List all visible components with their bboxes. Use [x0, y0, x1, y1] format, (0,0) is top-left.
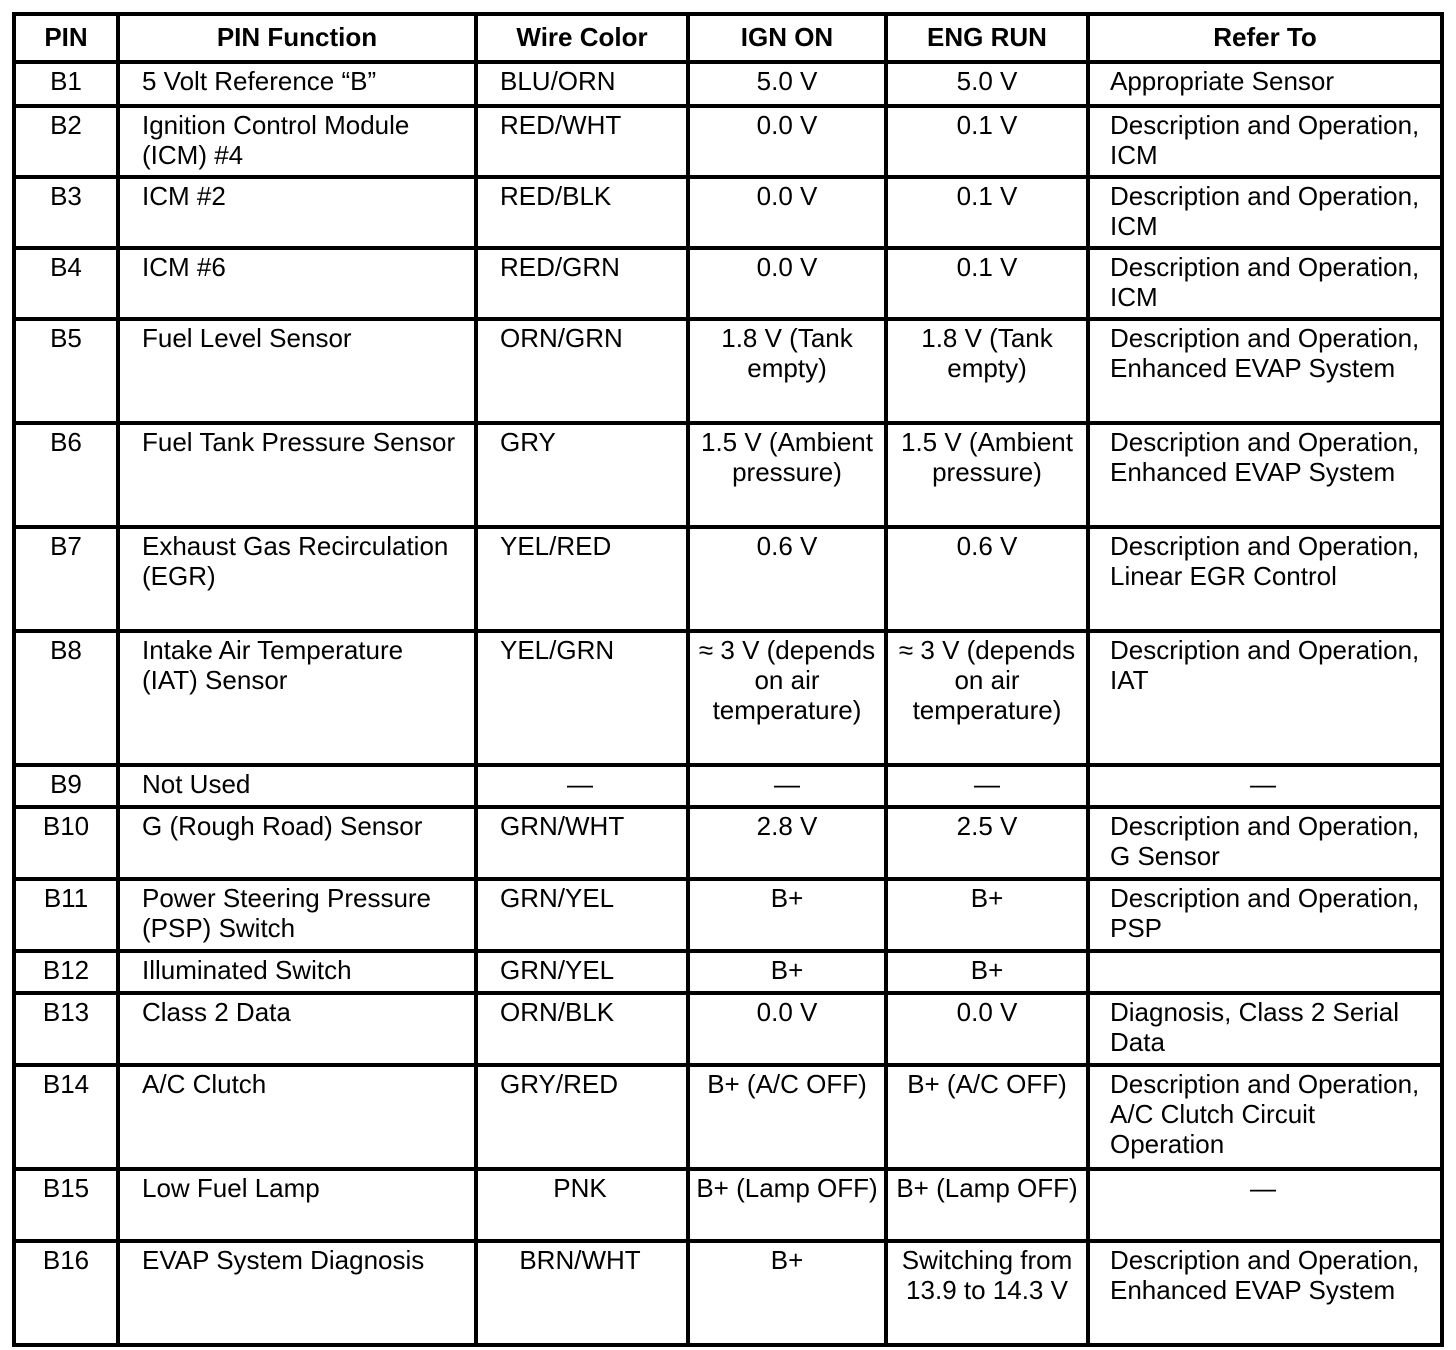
table-row: [14, 1241, 1442, 1345]
ign-on-cell: ≈ 3 V (depends on air temperature): [688, 631, 886, 765]
function-cell: Intake Air Temperature (IAT) Sensor: [118, 631, 476, 765]
ign-on-cell: B+: [688, 951, 886, 993]
pin-cell: B9: [14, 765, 118, 807]
function-cell: A/C Clutch: [118, 1065, 476, 1169]
wire-color-cell: —: [476, 765, 688, 807]
ign-on-cell: B+ (A/C OFF): [688, 1065, 886, 1169]
wire-color-cell: GRN/WHT: [476, 807, 688, 879]
pin-cell: B10: [14, 807, 118, 879]
eng-run-cell: 0.0 V: [886, 993, 1088, 1065]
pin-cell: B13: [14, 993, 118, 1065]
pin-cell: B1: [14, 62, 118, 106]
eng-run-cell: 0.1 V: [886, 248, 1088, 319]
wire-color-cell: GRY: [476, 423, 688, 527]
wire-color-cell: YEL/GRN: [476, 631, 688, 765]
column-header-wire-color: Wire Color: [476, 14, 688, 62]
column-header-eng-run: ENG RUN: [886, 14, 1088, 62]
refer-to-cell: —: [1088, 1169, 1442, 1241]
pin-cell: B15: [14, 1169, 118, 1241]
pin-cell: B2: [14, 106, 118, 177]
eng-run-cell: 0.6 V: [886, 527, 1088, 631]
eng-run-cell: B+: [886, 951, 1088, 993]
refer-to-cell: Description and Operation, ICM: [1088, 106, 1442, 177]
wire-color-cell: GRN/YEL: [476, 879, 688, 951]
table-row: [14, 993, 1442, 1065]
ign-on-cell: 0.0 V: [688, 106, 886, 177]
column-header-pin: PIN: [14, 14, 118, 62]
eng-run-cell: —: [886, 765, 1088, 807]
refer-to-cell: Description and Operation, Enhanced EVAP System: [1088, 319, 1442, 423]
ign-on-cell: 2.8 V: [688, 807, 886, 879]
table-row: [14, 106, 1442, 177]
refer-to-cell: Description and Operation, IAT: [1088, 631, 1442, 765]
eng-run-cell: 1.5 V (Ambient pressure): [886, 423, 1088, 527]
pin-cell: B16: [14, 1241, 118, 1345]
function-cell: Ignition Control Module (ICM) #4: [118, 106, 476, 177]
table-row: [14, 248, 1442, 319]
table-row: [14, 879, 1442, 951]
function-cell: ICM #2: [118, 177, 476, 248]
table-row: [14, 765, 1442, 807]
table-row: [14, 807, 1442, 879]
wire-color-cell: YEL/RED: [476, 527, 688, 631]
eng-run-cell: 5.0 V: [886, 62, 1088, 106]
refer-to-cell: Description and Operation, G Sensor: [1088, 807, 1442, 879]
refer-to-cell: —: [1088, 765, 1442, 807]
table-row: [14, 319, 1442, 423]
function-cell: EVAP System Diagnosis: [118, 1241, 476, 1345]
eng-run-cell: 0.1 V: [886, 177, 1088, 248]
eng-run-cell: B+ (A/C OFF): [886, 1065, 1088, 1169]
function-cell: Fuel Level Sensor: [118, 319, 476, 423]
wire-color-cell: GRY/RED: [476, 1065, 688, 1169]
refer-to-cell: Description and Operation, ICM: [1088, 177, 1442, 248]
refer-to-cell: Description and Operation, Enhanced EVAP System: [1088, 1241, 1442, 1345]
function-cell: G (Rough Road) Sensor: [118, 807, 476, 879]
ign-on-cell: B+: [688, 879, 886, 951]
function-cell: 5 Volt Reference “B”: [118, 62, 476, 106]
wire-color-cell: ORN/BLK: [476, 993, 688, 1065]
pin-cell: B3: [14, 177, 118, 248]
table-row: [14, 527, 1442, 631]
function-cell: Exhaust Gas Recirculation (EGR): [118, 527, 476, 631]
column-header-refer-to: Refer To: [1088, 14, 1442, 62]
refer-to-cell: Description and Operation, Enhanced EVAP System: [1088, 423, 1442, 527]
ign-on-cell: —: [688, 765, 886, 807]
table-row: [14, 423, 1442, 527]
table-row: [14, 951, 1442, 993]
pin-cell: B4: [14, 248, 118, 319]
ign-on-cell: 1.8 V (Tank empty): [688, 319, 886, 423]
ign-on-cell: 1.5 V (Ambient pressure): [688, 423, 886, 527]
table-row: [14, 62, 1442, 106]
wire-color-cell: BRN/WHT: [476, 1241, 688, 1345]
pin-cell: B6: [14, 423, 118, 527]
wire-color-cell: RED/WHT: [476, 106, 688, 177]
table-row: [14, 1169, 1442, 1241]
refer-to-cell: Description and Operation, ICM: [1088, 248, 1442, 319]
refer-to-cell: Description and Operation, Linear EGR Control: [1088, 527, 1442, 631]
pin-cell: B8: [14, 631, 118, 765]
pin-cell: B14: [14, 1065, 118, 1169]
wire-color-cell: GRN/YEL: [476, 951, 688, 993]
ign-on-cell: B+: [688, 1241, 886, 1345]
refer-to-cell: Description and Operation, A/C Clutch Circuit Operation: [1088, 1065, 1442, 1169]
eng-run-cell: 1.8 V (Tank empty): [886, 319, 1088, 423]
table-row: [14, 177, 1442, 248]
function-cell: Illuminated Switch: [118, 951, 476, 993]
ign-on-cell: 0.0 V: [688, 248, 886, 319]
wire-color-cell: BLU/ORN: [476, 62, 688, 106]
ign-on-cell: B+ (Lamp OFF): [688, 1169, 886, 1241]
function-cell: Power Steering Pressure (PSP) Switch: [118, 879, 476, 951]
function-cell: Low Fuel Lamp: [118, 1169, 476, 1241]
function-cell: ICM #6: [118, 248, 476, 319]
pin-cell: B7: [14, 527, 118, 631]
ign-on-cell: 0.0 V: [688, 993, 886, 1065]
function-cell: Class 2 Data: [118, 993, 476, 1065]
eng-run-cell: Switching from 13.9 to 14.3 V: [886, 1241, 1088, 1345]
ign-on-cell: 0.0 V: [688, 177, 886, 248]
table-row: [14, 631, 1442, 765]
pin-cell: B12: [14, 951, 118, 993]
ign-on-cell: 0.6 V: [688, 527, 886, 631]
function-cell: Not Used: [118, 765, 476, 807]
eng-run-cell: 0.1 V: [886, 106, 1088, 177]
eng-run-cell: B+ (Lamp OFF): [886, 1169, 1088, 1241]
refer-to-cell: Diagnosis, Class 2 Serial Data: [1088, 993, 1442, 1065]
ign-on-cell: 5.0 V: [688, 62, 886, 106]
table-row: [14, 1065, 1442, 1169]
refer-to-cell: [1088, 951, 1442, 993]
pin-cell: B11: [14, 879, 118, 951]
eng-run-cell: ≈ 3 V (depends on air temperature): [886, 631, 1088, 765]
refer-to-cell: Appropriate Sensor: [1088, 62, 1442, 106]
eng-run-cell: 2.5 V: [886, 807, 1088, 879]
wire-color-cell: PNK: [476, 1169, 688, 1241]
refer-to-cell: Description and Operation, PSP: [1088, 879, 1442, 951]
column-header-function: PIN Function: [118, 14, 476, 62]
eng-run-cell: B+: [886, 879, 1088, 951]
wire-color-cell: RED/BLK: [476, 177, 688, 248]
wire-color-cell: RED/GRN: [476, 248, 688, 319]
header-row: [14, 14, 1442, 62]
wire-color-cell: ORN/GRN: [476, 319, 688, 423]
column-header-ign-on: IGN ON: [688, 14, 886, 62]
pin-table: [12, 12, 1444, 1347]
function-cell: Fuel Tank Pressure Sensor: [118, 423, 476, 527]
pin-cell: B5: [14, 319, 118, 423]
